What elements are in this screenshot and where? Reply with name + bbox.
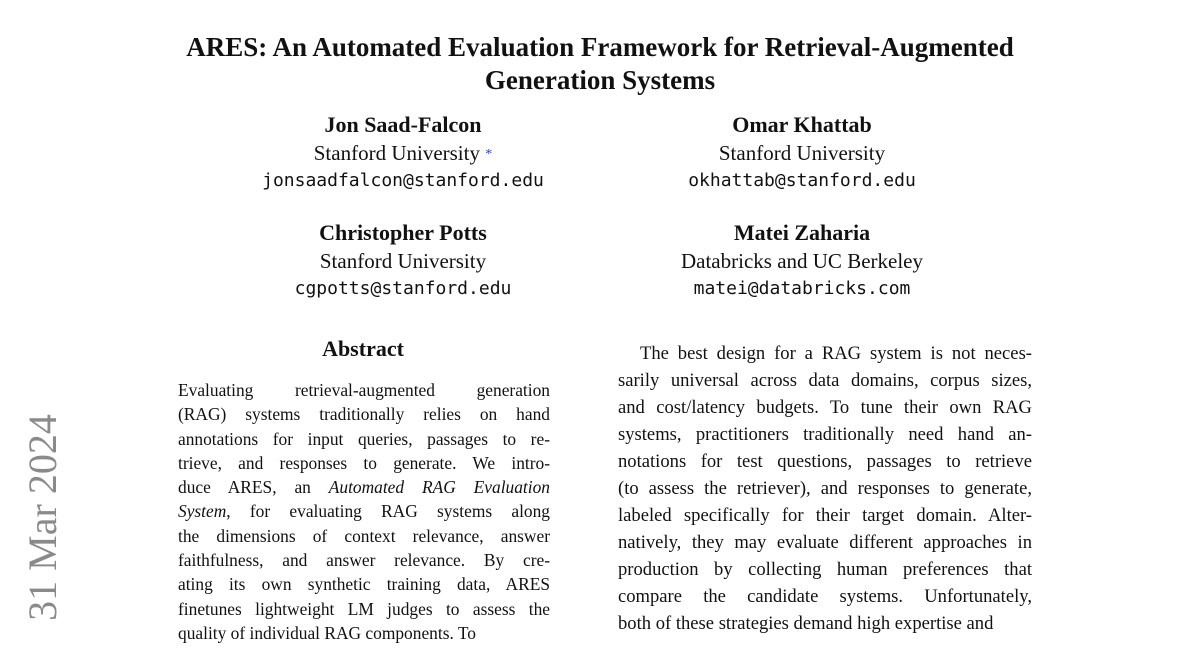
author-affiliation: Stanford University xyxy=(718,141,886,165)
abstract-line: faithfulness, and answer relevance. By cre- xyxy=(178,550,550,571)
intro-line: systems, practitioners traditionally need hand an- xyxy=(618,424,1032,445)
intro-line: natively, they may evaluate different approaches in xyxy=(618,532,1032,553)
author-email: matei@databricks.com xyxy=(693,278,911,299)
intro-line: compare the candidate systems. Unfortunately, xyxy=(618,586,1032,607)
paper-title-line-2: Generation Systems xyxy=(484,65,716,95)
author-block xyxy=(203,219,603,303)
arxiv-date-text: 31 Mar 2024 xyxy=(19,413,65,621)
abstract-heading: Abstract xyxy=(322,336,404,361)
author-block xyxy=(602,111,1002,195)
abstract-italic-term: System xyxy=(178,501,227,522)
abstract-line-text: duce ARES, an xyxy=(178,477,329,498)
abstract-line: (RAG) systems traditionally relies on hand xyxy=(178,404,550,425)
arxiv-date-stamp xyxy=(12,412,72,622)
author-email: jonsaadfalcon@stanford.edu xyxy=(262,170,544,191)
author-affiliation: Stanford University xyxy=(319,249,487,273)
author-affiliation-row xyxy=(203,139,603,167)
abstract-line: annotations for input queries, passages to re- xyxy=(178,428,550,449)
abstract-line-text: , for evaluating RAG systems along xyxy=(226,501,550,522)
intro-line: notations for test questions, passages to retrieve xyxy=(618,451,1032,472)
author-block xyxy=(203,111,603,195)
author-email: okhattab@stanford.edu xyxy=(688,170,916,191)
author-name: Christopher Potts xyxy=(319,220,487,245)
author-name: Omar Khattab xyxy=(732,112,872,137)
intro-line: labeled specifically for their target domain. Alter- xyxy=(618,505,1032,526)
abstract-line: quality of individual RAG components. To xyxy=(178,622,476,643)
abstract-line: trieve, and responses to generate. We intro- xyxy=(178,452,550,473)
abstract-line: Evaluating retrieval-augmented generation xyxy=(178,380,550,400)
intro-line: both of these strategies demand high expertise and xyxy=(618,613,994,634)
paper-title xyxy=(100,31,1100,97)
footnote-marker[interactable]: * xyxy=(485,147,493,162)
abstract-italic-term: Automated RAG Evaluation xyxy=(328,477,550,498)
abstract-line: the dimensions of context relevance, answer xyxy=(178,525,550,546)
author-name: Jon Saad-Falcon xyxy=(324,112,482,137)
author-affiliation: Stanford University xyxy=(313,141,480,165)
introduction-body xyxy=(618,340,1032,637)
author-affiliation: Databricks and UC Berkeley xyxy=(680,249,923,273)
author-name: Matei Zaharia xyxy=(733,220,871,245)
paper-title-line-1: ARES: An Automated Evaluation Framework for Retrieval-Augmented xyxy=(186,32,1014,62)
intro-line: (to assess the retriever), and responses to generate, xyxy=(618,478,1032,499)
intro-line: and cost/latency budgets. To tune their own RAG xyxy=(618,397,1032,418)
intro-line: sarily universal across data domains, corpus sizes, xyxy=(618,370,1032,391)
abstract-body xyxy=(178,378,550,645)
intro-line: The best design for a RAG system is not neces- xyxy=(640,343,1032,364)
abstract-line xyxy=(178,499,550,523)
abstract-line: finetunes lightweight LM judges to assess the xyxy=(178,598,550,619)
intro-line: production by collecting human preferences that xyxy=(618,559,1032,580)
author-email: cgpotts@stanford.edu xyxy=(294,278,512,299)
abstract-line: ating its own synthetic training data, ARES xyxy=(178,574,550,595)
author-block xyxy=(602,219,1002,303)
abstract-line xyxy=(178,475,550,499)
